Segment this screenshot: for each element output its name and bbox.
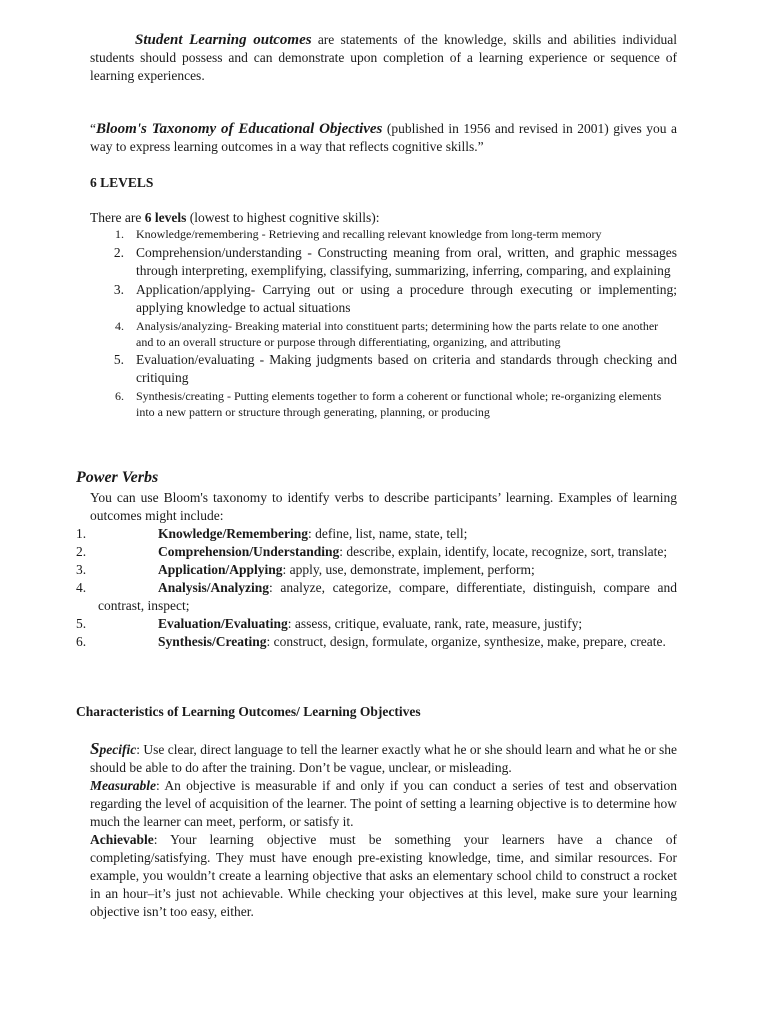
specific-text: : Use clear, direct language to tell the learner exactly what he or she should learn and what he or she should be able to do after the training. Don’t be vague, unclear, or misleading. — [90, 742, 677, 775]
power-verb-number: 2. — [76, 544, 87, 559]
level-number: 3. — [113, 282, 124, 297]
levels-list — [100, 226, 677, 420]
power-verb-label: Synthesis/Creating — [158, 634, 267, 649]
measurable-label: Measurable — [90, 778, 157, 793]
power-verb-text: : describe, explain, identify, locate, recognize, sort, translate; — [339, 544, 668, 559]
power-verb-item — [76, 579, 677, 615]
level-item — [100, 226, 677, 242]
levels-intro-bold: 6 levels — [144, 210, 187, 225]
power-verb-text: : construct, design, formulate, organize, synthesize, make, prepare, create. — [266, 634, 666, 649]
specific-paragraph — [90, 740, 677, 777]
power-verb-label: Application/Applying — [158, 562, 283, 577]
level-item — [100, 388, 677, 420]
power-verbs-intro: You can use Bloom's taxonomy to identify verbs to describe participants’ learning. Examples of learning outcomes might include: — [90, 490, 677, 523]
level-text: Evaluation/evaluating - Making judgments based on criteria and standards through checking and critiquing — [136, 352, 677, 385]
power-verb-text: : analyze, categorize, compare, differentiate, distinguish, compare and contrast, inspect; — [98, 580, 677, 613]
power-verb-number: 1. — [76, 526, 87, 541]
levels-heading: 6 LEVELS — [90, 175, 154, 190]
bloom-paragraph — [90, 120, 677, 156]
measurable-text: : An objective is measurable if and only if you can conduct a series of test and observation regarding the level of acquisition of the learner. The point of setting a learning objective is to determine how much the learner can meet, perform, or satisfy it. — [90, 778, 677, 829]
levels-intro-suffix: (lowest to highest cognitive skills): — [186, 210, 380, 225]
power-verb-label: Knowledge/Remembering — [158, 526, 308, 541]
measurable-paragraph — [90, 777, 677, 831]
power-verb-text: : define, list, name, state, tell; — [307, 526, 468, 541]
bloom-term: Bloom's Taxonomy of Educational Objectives — [96, 121, 383, 137]
levels-intro — [90, 209, 677, 227]
level-text: Application/applying- Carrying out or using a procedure through executing or implementing; applying knowledge to actual situations — [136, 282, 677, 315]
power-verb-number: 3. — [76, 562, 87, 577]
levels-intro-prefix: There are — [90, 210, 145, 225]
level-number: 2. — [113, 245, 124, 260]
level-text: Synthesis/creating - Putting elements together to form a coherent or functional whole; re-organizing elements into a new pattern or structure through generating, planning, or producing — [136, 389, 662, 419]
level-number: 6. — [115, 389, 124, 403]
power-verb-text: : apply, use, demonstrate, implement, perform; — [282, 562, 535, 577]
level-text: Knowledge/remembering - Retrieving and recalling relevant knowledge from long-term memory — [136, 227, 602, 241]
level-item — [100, 244, 677, 280]
level-number: 4. — [115, 319, 124, 333]
power-verb-item — [76, 615, 677, 633]
power-verb-text: : assess, critique, evaluate, rank, rate, measure, justify; — [287, 616, 583, 631]
achievable-text: : Your learning objective must be something your learners have a chance of completing/satisfying. They must have enough pre-existing knowledge, time, and similar resources. For example, you wouldn’t create a learning objective that asks an elementary school child to construct a rocket in an hour–it’s just not achievable. While checking your objectives at this level, make sure your learning objective isn’t too easy, either. — [90, 832, 677, 919]
bloom-text: (published in 1956 and revised in 2001) gives you a way to express learning outcomes in a way that reflects cognitive skills.” — [90, 121, 677, 154]
level-item — [100, 351, 677, 387]
power-verb-label: Analysis/Analyzing — [158, 580, 270, 595]
intro-paragraph — [90, 31, 677, 85]
power-verb-number: 5. — [76, 616, 87, 631]
specific-label — [90, 739, 137, 758]
power-verb-item — [76, 543, 677, 561]
achievable-paragraph — [90, 831, 677, 921]
power-verb-item — [76, 561, 677, 579]
power-verbs-list — [76, 525, 677, 651]
level-text: Comprehension/understanding - Constructing meaning from oral, written, and graphic messages through interpreting, exemplifying, classifying, summarizing, inferring, comparing, and explaining — [136, 245, 677, 278]
achievable-label: Achievable — [90, 832, 154, 847]
characteristics-heading: Characteristics of Learning Outcomes/ Learning Objectives — [76, 704, 421, 719]
power-verb-label: Comprehension/Understanding — [158, 544, 340, 559]
bloom-open-quote: “ — [90, 121, 96, 136]
characteristics-body — [90, 740, 677, 921]
power-verb-number: 6. — [76, 634, 87, 649]
specific-rest: pecific — [99, 742, 137, 757]
level-number: 5. — [113, 352, 124, 367]
level-text: Analysis/analyzing- Breaking material into constituent parts; determining how the parts relate to one another and to an overall structure or purpose through differentiating, organizing, and attributing — [136, 319, 659, 349]
level-number: 1. — [115, 227, 124, 241]
power-verb-item — [76, 633, 677, 651]
intro-text: are statements of the knowledge, skills and abilities individual students should possess and can demonstrate upon completion of a learning experience or sequence of learning experiences. — [90, 32, 677, 83]
specific-cap: S — [90, 739, 100, 758]
power-verbs-heading: Power Verbs — [76, 469, 159, 486]
power-verb-item — [76, 525, 677, 543]
power-verb-label: Evaluation/Evaluating — [158, 616, 288, 631]
level-item — [100, 281, 677, 317]
intro-term: Student Learning outcomes — [135, 32, 312, 48]
power-verb-number: 4. — [76, 580, 87, 595]
level-item — [100, 318, 677, 350]
